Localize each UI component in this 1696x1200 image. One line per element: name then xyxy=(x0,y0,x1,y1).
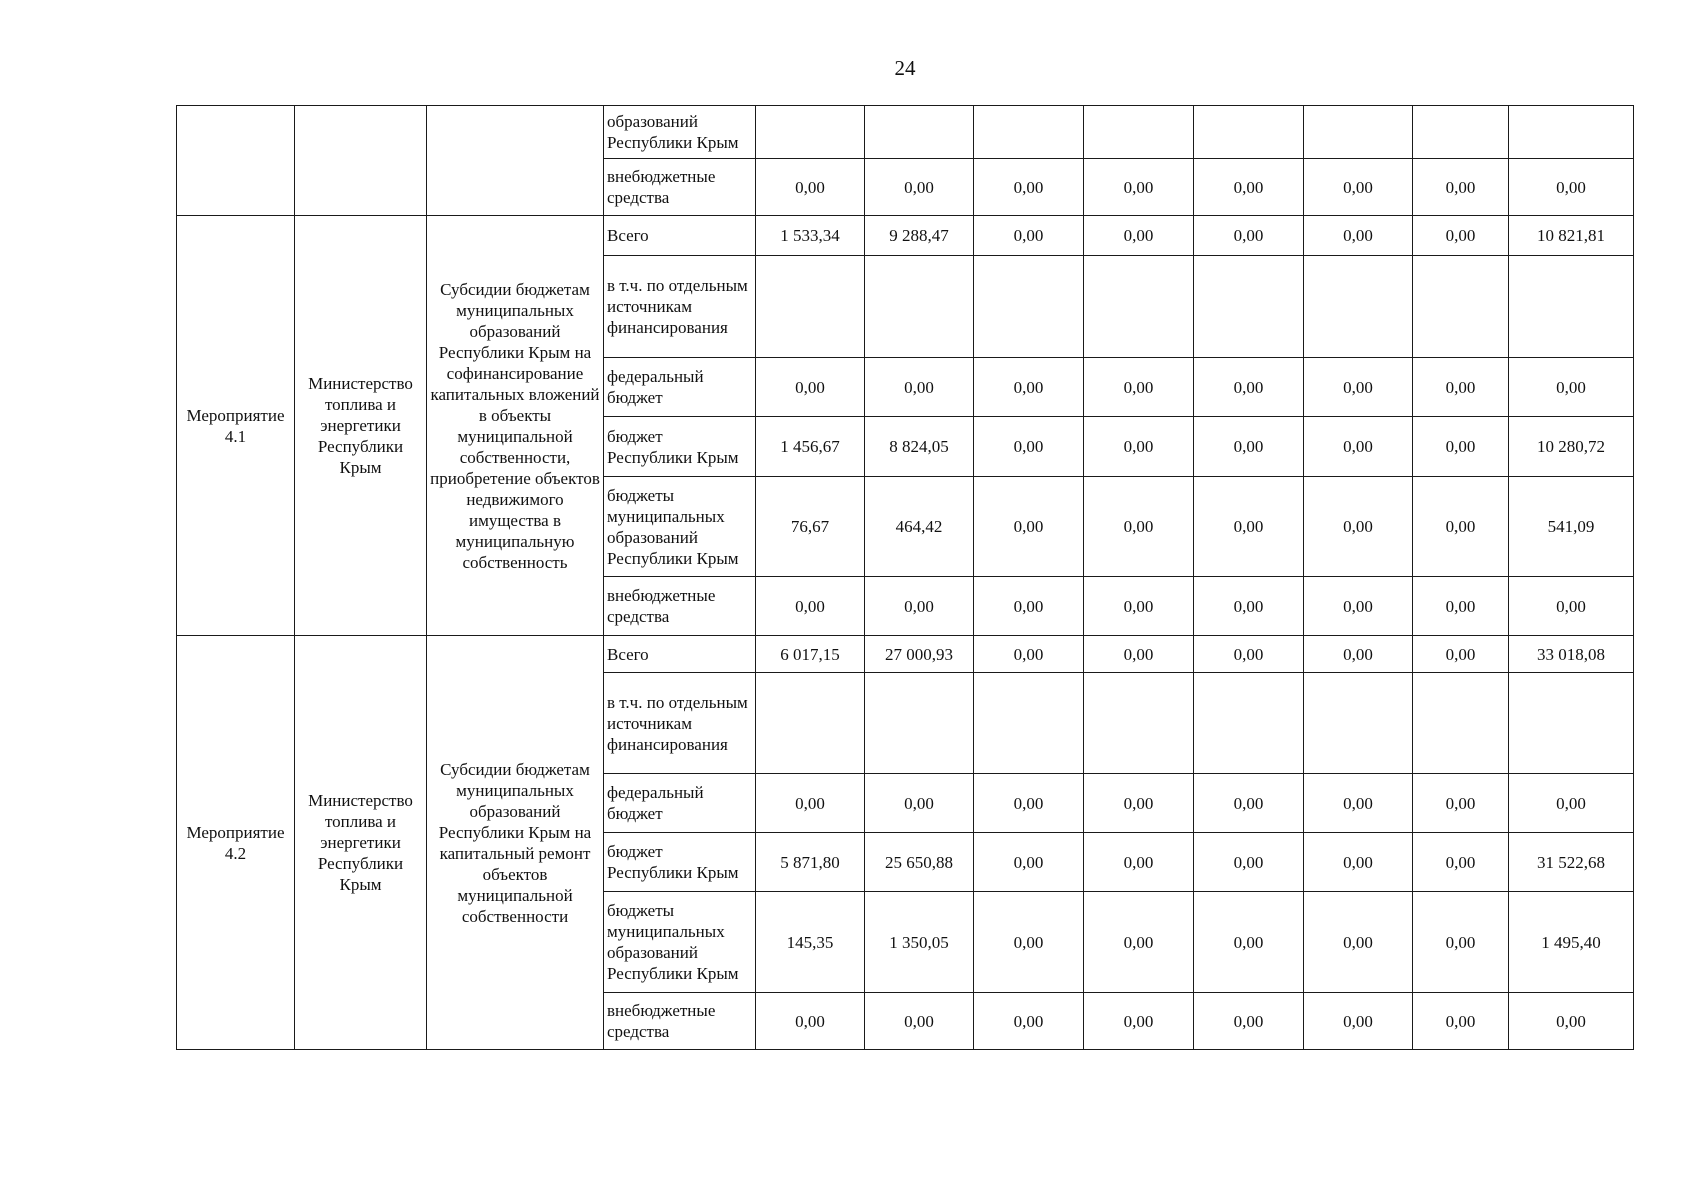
value-cell: 1 350,05 xyxy=(865,892,974,993)
value-cell: 0,00 xyxy=(865,358,974,417)
value-cell: 0,00 xyxy=(1304,358,1413,417)
funding-source-cell: федеральный бюджет xyxy=(604,774,756,833)
value-cell: 76,67 xyxy=(756,477,865,577)
executor-cell: Министерство топлива и энергетики Республики Крым xyxy=(295,216,427,636)
value-cell xyxy=(1509,256,1634,358)
funding-source-cell: бюджеты муниципальных образований Республики Крым xyxy=(604,477,756,577)
value-cell xyxy=(865,256,974,358)
value-cell xyxy=(1194,256,1304,358)
value-cell xyxy=(974,256,1084,358)
value-cell xyxy=(1084,673,1194,774)
empty-cell xyxy=(427,106,604,216)
value-cell: 0,00 xyxy=(1084,774,1194,833)
value-cell: 0,00 xyxy=(1509,993,1634,1050)
value-cell: 0,00 xyxy=(756,358,865,417)
value-cell: 0,00 xyxy=(1304,159,1413,216)
funding-source-cell: внебюджетные средства xyxy=(604,159,756,216)
value-cell: 0,00 xyxy=(1509,774,1634,833)
description-cell: Субсидии бюджетам муниципальных образований Республики Крым на софинансирование капитальных вложений в объекты муниципальной собственности, приобретение объектов недвижимого имущества в муниципальную собственность xyxy=(427,216,604,636)
budget-table xyxy=(176,105,1634,1050)
value-cell xyxy=(1084,106,1194,159)
value-cell: 541,09 xyxy=(1509,477,1634,577)
value-cell: 1 495,40 xyxy=(1509,892,1634,993)
value-cell: 0,00 xyxy=(1413,417,1509,477)
value-cell: 0,00 xyxy=(1413,477,1509,577)
value-cell: 0,00 xyxy=(865,993,974,1050)
value-cell xyxy=(1413,673,1509,774)
value-cell: 0,00 xyxy=(1304,993,1413,1050)
value-cell: 0,00 xyxy=(1304,774,1413,833)
value-cell xyxy=(756,106,865,159)
empty-cell xyxy=(177,106,295,216)
value-cell: 25 650,88 xyxy=(865,833,974,892)
value-cell: 0,00 xyxy=(974,477,1084,577)
value-cell: 0,00 xyxy=(1194,892,1304,993)
value-cell: 0,00 xyxy=(1084,358,1194,417)
value-cell: 10 280,72 xyxy=(1509,417,1634,477)
funding-source-cell: бюджеты муниципальных образований Республики Крым xyxy=(604,892,756,993)
value-cell: 9 288,47 xyxy=(865,216,974,256)
value-cell: 0,00 xyxy=(1413,833,1509,892)
value-cell: 0,00 xyxy=(974,892,1084,993)
value-cell: 0,00 xyxy=(1413,358,1509,417)
value-cell: 0,00 xyxy=(1304,636,1413,673)
value-cell xyxy=(1304,673,1413,774)
table-row xyxy=(177,636,1634,673)
measure-name-cell: Мероприятие 4.1 xyxy=(177,216,295,636)
value-cell: 0,00 xyxy=(1194,358,1304,417)
value-cell xyxy=(1304,256,1413,358)
value-cell: 0,00 xyxy=(974,417,1084,477)
value-cell: 0,00 xyxy=(1194,636,1304,673)
value-cell: 0,00 xyxy=(865,774,974,833)
value-cell: 145,35 xyxy=(756,892,865,993)
value-cell: 0,00 xyxy=(1304,577,1413,636)
value-cell xyxy=(865,673,974,774)
value-cell: 0,00 xyxy=(1304,892,1413,993)
value-cell: 0,00 xyxy=(756,993,865,1050)
value-cell: 0,00 xyxy=(974,993,1084,1050)
page-number: 24 xyxy=(894,56,916,80)
value-cell xyxy=(1413,256,1509,358)
value-cell: 0,00 xyxy=(1084,417,1194,477)
value-cell xyxy=(1304,106,1413,159)
funding-source-cell: в т.ч. по отдельным источникам финансирования xyxy=(604,256,756,358)
executor-cell: Министерство топлива и энергетики Республики Крым xyxy=(295,636,427,1050)
value-cell xyxy=(1194,673,1304,774)
value-cell: 0,00 xyxy=(1304,477,1413,577)
value-cell xyxy=(974,106,1084,159)
value-cell: 1 533,34 xyxy=(756,216,865,256)
value-cell: 0,00 xyxy=(1084,892,1194,993)
value-cell: 31 522,68 xyxy=(1509,833,1634,892)
value-cell: 0,00 xyxy=(1413,636,1509,673)
value-cell: 0,00 xyxy=(1084,833,1194,892)
value-cell: 0,00 xyxy=(1084,636,1194,673)
value-cell: 0,00 xyxy=(1084,477,1194,577)
value-cell xyxy=(1194,106,1304,159)
funding-source-cell: федеральный бюджет xyxy=(604,358,756,417)
value-cell: 0,00 xyxy=(974,159,1084,216)
value-cell: 27 000,93 xyxy=(865,636,974,673)
value-cell: 0,00 xyxy=(1084,159,1194,216)
funding-source-cell: Всего xyxy=(604,216,756,256)
funding-source-cell: Всего xyxy=(604,636,756,673)
value-cell: 0,00 xyxy=(1304,216,1413,256)
value-cell: 0,00 xyxy=(1084,993,1194,1050)
value-cell: 0,00 xyxy=(1413,216,1509,256)
value-cell: 0,00 xyxy=(1194,993,1304,1050)
description-cell: Субсидии бюджетам муниципальных образований Республики Крым на капитальный ремонт объектов муниципальной собственности xyxy=(427,636,604,1050)
value-cell xyxy=(756,256,865,358)
value-cell: 0,00 xyxy=(1194,417,1304,477)
funding-source-cell: бюджет Республики Крым xyxy=(604,833,756,892)
value-cell: 0,00 xyxy=(1194,774,1304,833)
value-cell: 0,00 xyxy=(756,159,865,216)
value-cell: 0,00 xyxy=(974,774,1084,833)
value-cell: 0,00 xyxy=(1509,577,1634,636)
value-cell: 0,00 xyxy=(1194,216,1304,256)
value-cell: 1 456,67 xyxy=(756,417,865,477)
value-cell: 0,00 xyxy=(1509,358,1634,417)
value-cell: 0,00 xyxy=(1413,577,1509,636)
value-cell: 0,00 xyxy=(756,577,865,636)
value-cell xyxy=(756,673,865,774)
empty-cell xyxy=(295,106,427,216)
funding-source-cell: внебюджетные средства xyxy=(604,993,756,1050)
value-cell: 464,42 xyxy=(865,477,974,577)
value-cell: 0,00 xyxy=(1413,993,1509,1050)
funding-source-cell: бюджет Республики Крым xyxy=(604,417,756,477)
value-cell: 0,00 xyxy=(1413,159,1509,216)
value-cell: 0,00 xyxy=(756,774,865,833)
funding-source-cell: в т.ч. по отдельным источникам финансирования xyxy=(604,673,756,774)
table-row xyxy=(177,216,1634,256)
value-cell: 0,00 xyxy=(1304,833,1413,892)
value-cell: 0,00 xyxy=(1509,159,1634,216)
value-cell: 0,00 xyxy=(865,159,974,216)
value-cell: 0,00 xyxy=(1194,477,1304,577)
value-cell xyxy=(1084,256,1194,358)
value-cell xyxy=(1509,673,1634,774)
funding-source-cell: внебюджетные средства xyxy=(604,577,756,636)
value-cell: 0,00 xyxy=(1413,774,1509,833)
value-cell: 0,00 xyxy=(1084,216,1194,256)
funding-source-cell: образований Республики Крым xyxy=(604,106,756,159)
value-cell xyxy=(865,106,974,159)
value-cell: 0,00 xyxy=(974,577,1084,636)
value-cell: 33 018,08 xyxy=(1509,636,1634,673)
value-cell: 10 821,81 xyxy=(1509,216,1634,256)
value-cell: 0,00 xyxy=(974,833,1084,892)
value-cell: 0,00 xyxy=(1084,577,1194,636)
value-cell: 0,00 xyxy=(974,216,1084,256)
value-cell: 5 871,80 xyxy=(756,833,865,892)
value-cell: 0,00 xyxy=(974,358,1084,417)
value-cell: 0,00 xyxy=(1413,892,1509,993)
value-cell: 0,00 xyxy=(1194,159,1304,216)
value-cell: 0,00 xyxy=(1304,417,1413,477)
value-cell: 0,00 xyxy=(865,577,974,636)
value-cell: 6 017,15 xyxy=(756,636,865,673)
value-cell: 0,00 xyxy=(1194,833,1304,892)
table-row xyxy=(177,106,1634,159)
measure-name-cell: Мероприятие 4.2 xyxy=(177,636,295,1050)
value-cell xyxy=(1413,106,1509,159)
value-cell: 0,00 xyxy=(1194,577,1304,636)
value-cell: 0,00 xyxy=(974,636,1084,673)
value-cell: 8 824,05 xyxy=(865,417,974,477)
value-cell xyxy=(974,673,1084,774)
value-cell xyxy=(1509,106,1634,159)
